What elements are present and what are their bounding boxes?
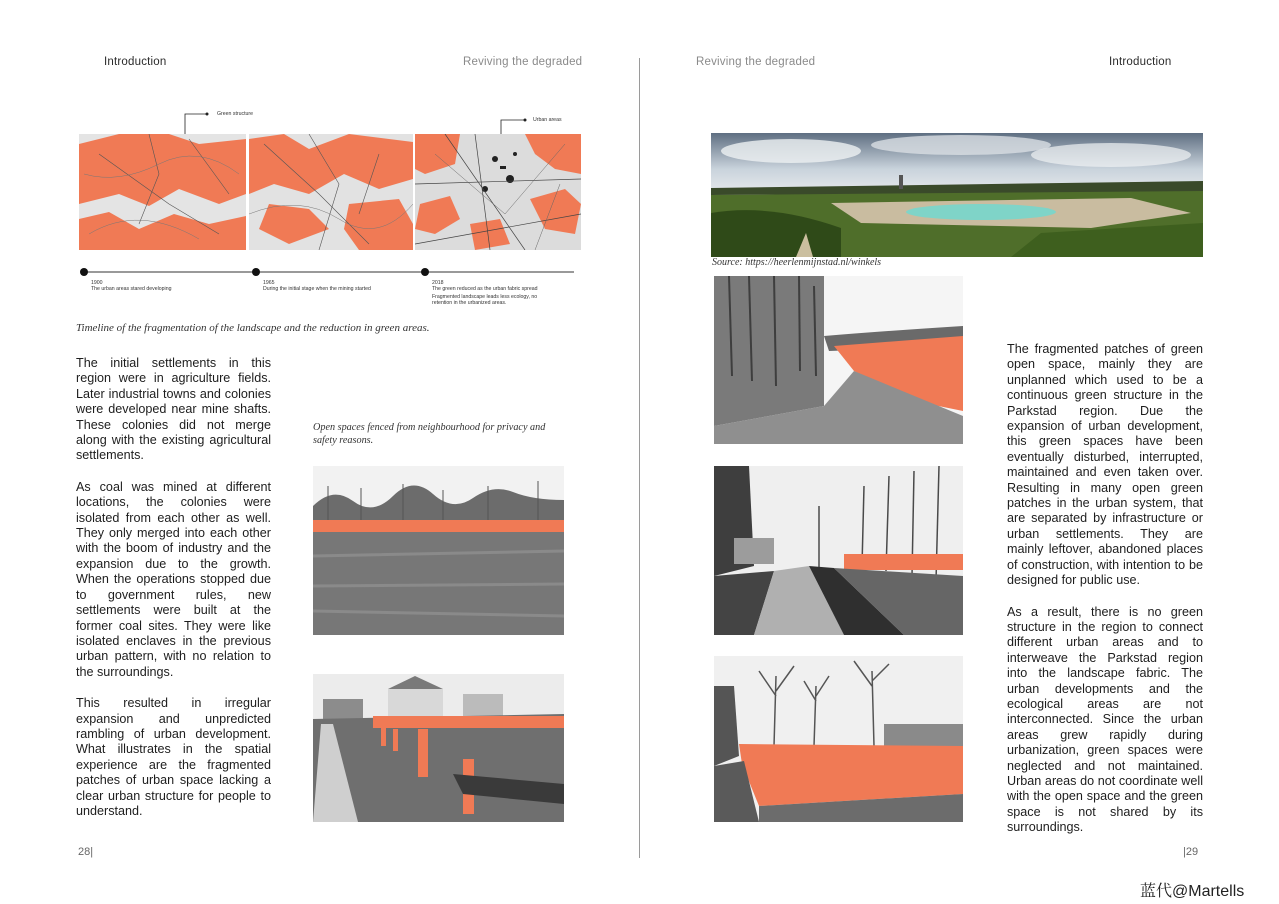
photo-wooded-wall bbox=[714, 276, 963, 444]
map-caption: Timeline of the fragmentation of the landscape and the reduction in green areas. bbox=[76, 322, 430, 334]
left-paragraph-3: This resulted in irregular expansion and unpredicted rambling of urban development. What illustrates in the spatial experience are the fragmented patches of urban space lacking a clear urban structure for people to understand. bbox=[76, 696, 271, 818]
left-paragraph-2: As coal was mined at different locations, the colonies were isolated from each other as well. They only merged into each other with the boom of industry and the expansion due to the growth. When the operations stopped due to government rules, new settlements were built at the former coal sites. They were like isolated enclaves in the previous urban pattern, with no relation to the surroundings. bbox=[76, 479, 271, 679]
timeline-map-figure bbox=[74, 106, 584, 328]
photo-quarry-panorama bbox=[711, 133, 1203, 257]
green-structure-label: Green structure bbox=[217, 111, 254, 117]
map-1965 bbox=[249, 134, 413, 250]
watermark-text: 蓝代@Martells bbox=[1140, 883, 1245, 900]
right-page-number: |29 bbox=[1183, 846, 1199, 858]
photo-canal-posts bbox=[313, 674, 564, 822]
right-header-chapter: Introduction bbox=[1109, 56, 1172, 68]
right-paragraph-2: As a result, there is no green structure in the region to connect different urban areas and to interweave the Parkstad region into the landscape fabric. The urban developments and the ecological areas are not interconnected. Since the urban areas grew rapidly during urbanization, green spaces were neglected and not maintained. Urban areas do not coordinate well with the open space and the green space is not shared by its surroundings. bbox=[1007, 604, 1203, 835]
map-1900 bbox=[79, 134, 246, 250]
timeline-2018: 2018 The green reduced as the urban fabric spread Fragmented landscape leads less ecology, no retention in the urbanized areas. bbox=[432, 280, 538, 307]
map-callout-lines bbox=[74, 106, 584, 136]
photo-fenced-field bbox=[313, 466, 564, 635]
photo-street-wall bbox=[714, 466, 963, 635]
timeline-axis bbox=[74, 264, 584, 278]
right-header-title: Reviving the degraded bbox=[696, 56, 816, 68]
map-2018 bbox=[415, 134, 581, 250]
right-paragraph-1: The fragmented patches of green open space, mainly they are unplanned which used to be a continuous green structure in the Parkstad region. Due the expansion of urban development, this green spaces have been eventually disturbed, interrupted, maintained and even taken over. Resulting in many open green patches in the urban system, that are separated by infrastructure or urban settlements. They are mainly leftover, abandoned places of construction, with intention to be designed for public use. bbox=[1007, 342, 1203, 588]
timeline-1965: 1965 During the initial stage when the mining started bbox=[263, 280, 371, 293]
timeline-1900: 1900 The urban areas stared developing bbox=[91, 280, 172, 293]
left-text-column bbox=[76, 356, 271, 819]
fenced-photo-caption: Open spaces fenced from neighbourhood for privacy and safety reasons. bbox=[313, 422, 546, 446]
photo-corner-wall bbox=[714, 656, 963, 822]
page-spine bbox=[639, 58, 640, 858]
left-header-title: Reviving the degraded bbox=[463, 56, 583, 68]
panorama-source: Source: https://heerlenmijnstad.nl/winkels bbox=[712, 257, 882, 268]
urban-areas-label: Urban areas bbox=[533, 117, 562, 123]
left-page-number: 28| bbox=[78, 846, 94, 858]
left-paragraph-1: The initial settlements in this region were in agriculture fields. Later industrial towns and colonies were developed near mine shafts. These colonies did not merge along with the existing agricultural settlements. bbox=[76, 356, 271, 463]
left-header-chapter: Introduction bbox=[104, 56, 167, 68]
right-text-column bbox=[1007, 342, 1203, 836]
